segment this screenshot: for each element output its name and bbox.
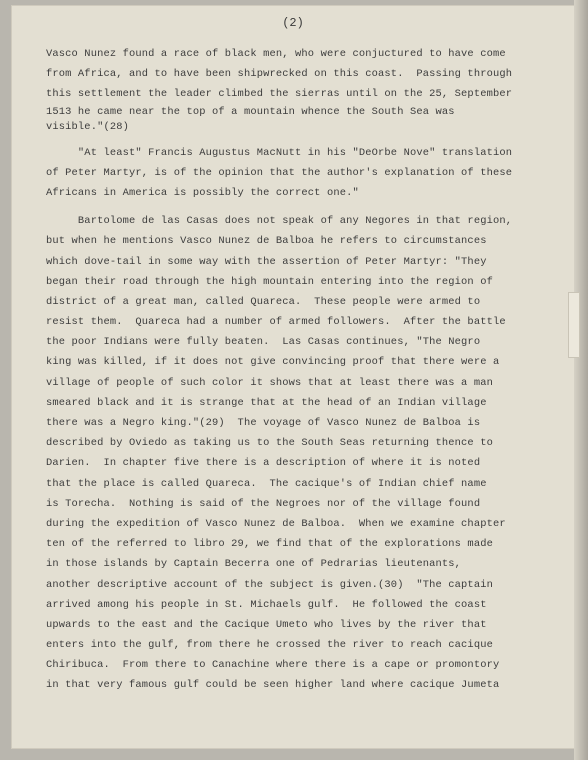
text-line: "At least" Francis Augustus MacNutt in his "DeOrbe Nove" translation bbox=[46, 146, 513, 159]
text-line: upwards to the east and the Cacique Umeto who lives by the river that bbox=[46, 618, 487, 631]
text-line: Darien. In chapter five there is a description of where it is noted bbox=[46, 457, 481, 470]
text-line: but when he mentions Vasco Nunez de Balboa he refers to circumstances bbox=[46, 235, 487, 248]
text-line: district of a great man, called Quareca. These people were armed to bbox=[46, 295, 481, 308]
text-line: village of people of such color it shows that at least there was a man bbox=[46, 376, 493, 389]
text-line: resist them. Quareca had a number of armed followers. After the battle bbox=[46, 316, 506, 329]
text-line: smeared black and it is strange that at the head of an Indian village bbox=[46, 396, 487, 409]
text-line: Africans in America is possibly the correct one." bbox=[46, 186, 359, 199]
page-edge-shadow bbox=[574, 0, 588, 760]
paper-tab bbox=[568, 292, 580, 358]
text-line: arrived among his people in St. Michaels gulf. He followed the coast bbox=[46, 598, 487, 611]
text-line: began their road through the high mountain entering into the region of bbox=[46, 275, 493, 288]
text-line: described by Oviedo as taking us to the South Seas returning thence to bbox=[46, 437, 493, 450]
text-line: that the place is called Quareca. The cacique's of Indian chief name bbox=[46, 477, 487, 490]
text-line: in those islands by Captain Becerra one of Pedrarias lieutenants, bbox=[46, 558, 462, 571]
text-line: another descriptive account of the subject is given.(30) "The captain bbox=[46, 578, 493, 591]
text-line: king was killed, if it does not give convincing proof that there were a bbox=[46, 356, 500, 369]
text-line: Vasco Nunez found a race of black men, who were conjuctured to have come bbox=[46, 48, 506, 60]
text-line: Bartolome de las Casas does not speak of any Negores in that region, bbox=[46, 215, 513, 228]
text-line: enters into the gulf, from there he crossed the river to reach cacique bbox=[46, 639, 493, 652]
text-line: during the expedition of Vasco Nunez de Balboa. When we examine chapter bbox=[46, 517, 506, 530]
text-line: 1513 he came near the top of a mountain whence the South Sea was bbox=[46, 105, 455, 118]
text-line: is Torecha. Nothing is said of the Negroes nor of the village found bbox=[46, 497, 481, 510]
text-line: there was a Negro king."(29) The voyage of Vasco Nunez de Balboa is bbox=[46, 417, 481, 429]
text-line: Chiribuca. From there to Canachine where there is a cape or promontory bbox=[46, 659, 500, 672]
text-line: from Africa, and to have been shipwrecked on this coast. Passing through bbox=[46, 68, 513, 81]
text-line: in that very famous gulf could be seen higher land where cacique Jumeta bbox=[46, 679, 500, 692]
text-line: of Peter Martyr, is of the opinion that the author's explanation of these bbox=[46, 166, 513, 179]
document-page bbox=[12, 6, 574, 748]
text-line: the poor Indians were fully beaten. Las Casas continues, "The Negro bbox=[46, 336, 481, 349]
page-number: (2) bbox=[282, 16, 304, 30]
text-line: ten of the referred to libro 29, we find that of the explorations made bbox=[46, 538, 493, 551]
typed-text-body bbox=[46, 44, 546, 696]
text-line: which dove-tail in some way with the assertion of Peter Martyr: "They bbox=[46, 255, 487, 268]
text-line: this settlement the leader climbed the sierras until on the 25, September bbox=[46, 88, 513, 101]
text-line: visible."(28) bbox=[46, 120, 130, 133]
